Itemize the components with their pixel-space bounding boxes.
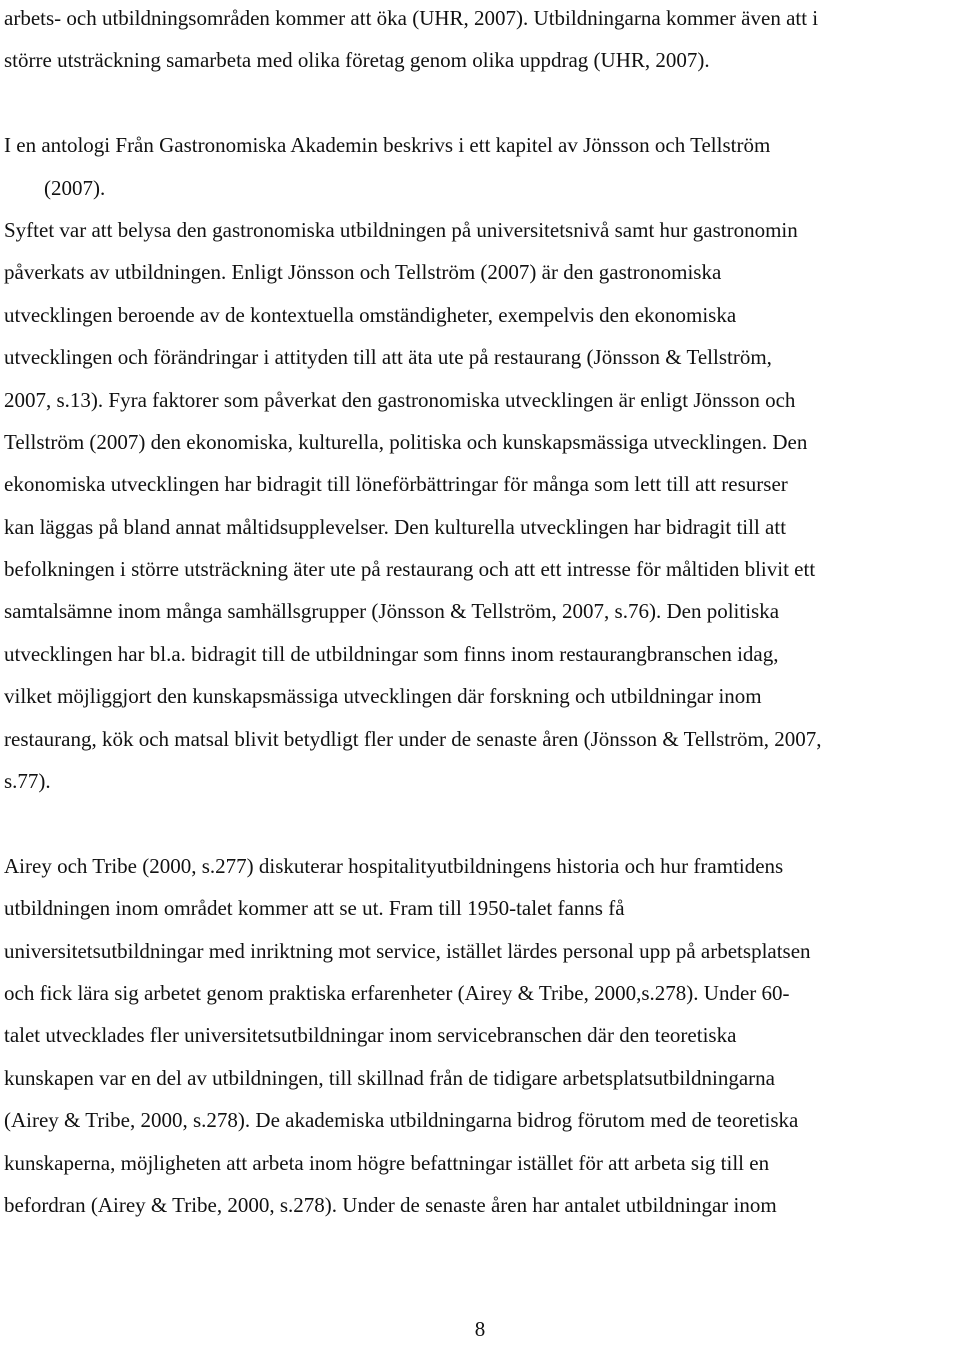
text-line: restaurang, kök och matsal blivit betydligt fler under de senaste åren (Jönsson & Tellström, 2007,	[4, 726, 822, 751]
text-line: I en antologi Från Gastronomiska Akademin beskrivs i ett kapitel av Jönsson och Tellström	[4, 133, 771, 158]
text-line: vilket möjliggjort den kunskapsmässiga utvecklingen där forskning och utbildningar inom	[4, 684, 762, 709]
text-line: ekonomiska utvecklingen har bidragit till löneförbättringar för många som lett till att resurser	[4, 472, 788, 497]
text-line: universitetsutbildningar med inriktning mot service, istället lärdes personal upp på arbetsplatsen	[4, 938, 811, 963]
text-line: arbets- och utbildningsområden kommer att öka (UHR, 2007). Utbildningarna kommer även att i	[4, 6, 819, 30]
text-line: befolkningen i större utsträckning äter ute på restaurang och att ett intresse för måltiden blivit ett	[4, 557, 816, 582]
text-line: och fick lära sig arbetet genom praktiska erfarenheter (Airey & Tribe, 2000,s.278). Under 60-	[4, 980, 790, 1005]
text-line: utvecklingen beroende av de kontextuella omständigheter, exempelvis den ekonomiska	[4, 302, 737, 327]
paragraph-spacer	[4, 82, 956, 124]
text-line: Airey och Tribe (2000, s.277) diskuterar hospitalityutbildningens historia och hur framtidens	[4, 853, 784, 878]
text-line: befordran (Airey & Tribe, 2000, s.278). Under de senaste åren har antalet utbildningar inom	[4, 1192, 777, 1217]
text-line: samtalsämne inom många samhällsgrupper (Jönsson & Tellström, 2007, s.76). Den politiska	[4, 599, 780, 624]
document-page	[4, 0, 956, 1226]
paragraph-antologi	[4, 124, 956, 209]
text-line: kan läggas på bland annat måltidsupplevelser. Den kulturella utvecklingen har bidragit till att	[4, 514, 787, 539]
text-line: kunskapen var en del av utbildningen, till skillnad från de tidigare arbetsplatsutbildningarna	[4, 1065, 775, 1090]
text-line: utbildningen inom området kommer att se ut. Fram till 1950-talet fanns få	[4, 896, 625, 921]
text-line: (2007).	[44, 175, 106, 200]
text-line: större utsträckning samarbeta med olika företag genom olika uppdrag (UHR, 2007).	[4, 48, 710, 73]
paragraph-spacer	[4, 802, 956, 844]
text-line: utvecklingen och förändringar i attityden till att äta ute på restaurang (Jönsson & Tellström,	[4, 345, 772, 370]
text-line: påverkats av utbildningen. Enligt Jönsson och Tellström (2007) är den gastronomiska	[4, 260, 722, 285]
text-line: talet utvecklades fler universitetsutbildningar inom servicebranschen där den teoretiska	[4, 1023, 737, 1048]
page-number: 8	[474, 1317, 486, 1341]
text-line: s.77).	[4, 769, 51, 794]
text-line: kunskaperna, möjligheten att arbeta inom högre befattningar istället för att arbeta sig till en	[4, 1150, 770, 1175]
text-line: Tellström (2007) den ekonomiska, kulturella, politiska och kunskapsmässiga utvecklingen. Den	[4, 429, 808, 454]
text-line: utvecklingen har bl.a. bidragit till de utbildningar som finns inom restaurangbranschen idag,	[4, 641, 779, 666]
text-line: (Airey & Tribe, 2000, s.278). De akademiska utbildningarna bidrog förutom med de teoretiska	[4, 1108, 799, 1133]
paragraph-syftet	[4, 209, 956, 802]
text-line: Syftet var att belysa den gastronomiska utbildningen på universitetsnivå samt hur gastronomin	[4, 217, 798, 242]
paragraph-uhr	[4, 0, 956, 82]
paragraph-airey-tribe	[4, 845, 956, 1227]
text-line: 2007, s.13). Fyra faktorer som påverkat den gastronomiska utvecklingen är enligt Jönsson och	[4, 387, 796, 412]
